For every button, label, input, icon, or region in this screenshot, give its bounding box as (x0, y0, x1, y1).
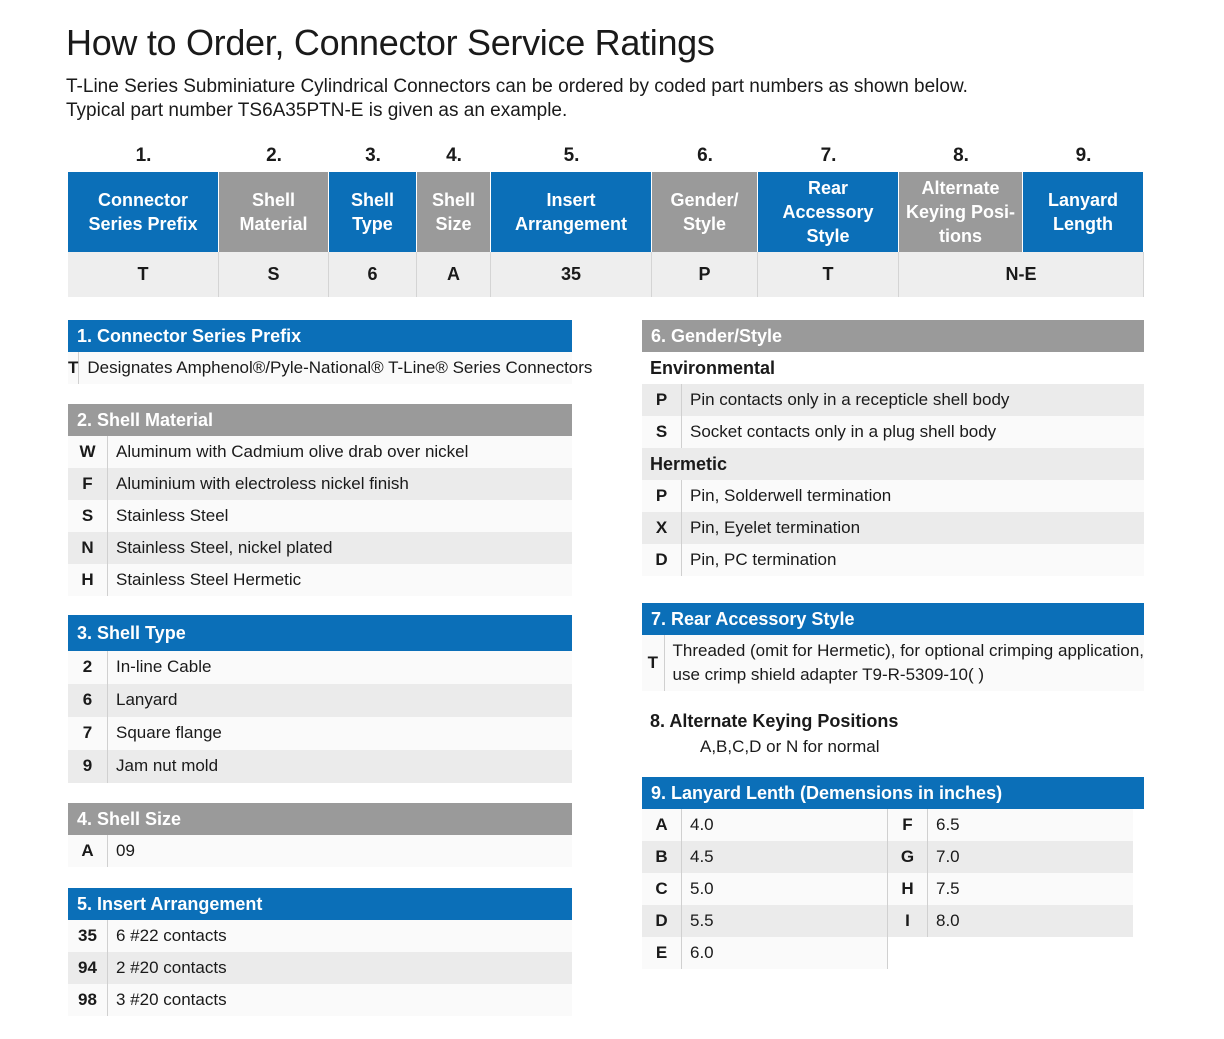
row-description: 4.5 (690, 847, 714, 866)
table-row (642, 544, 1144, 576)
column-header-line: Style (806, 226, 850, 246)
row-code: E (642, 937, 682, 969)
row-code: I (888, 905, 928, 937)
row-code: P (642, 480, 682, 512)
table-row (642, 873, 887, 905)
step-number: 6. (697, 145, 713, 166)
example-value: 6 (329, 252, 417, 297)
intro-line-1: T-Line Series Subminiature Cylindrical Connectors can be ordered by coded part numbers as shown below. (66, 76, 968, 97)
row-description: 8.0 (936, 911, 960, 930)
section-title: 9. Lanyard Lenth (Demensions in inches) (642, 777, 1144, 809)
section-rows (68, 436, 572, 596)
section-insert-arrangement (68, 888, 572, 1016)
intro-text (66, 75, 968, 123)
step-number: 8. (953, 145, 969, 166)
column-header-line: Shell (431, 190, 475, 210)
row-description: 6 #22 contacts (116, 926, 227, 945)
table-row (642, 905, 887, 937)
table-row (68, 532, 572, 564)
page-title: How to Order, Connector Service Ratings (66, 22, 715, 63)
row-code: 9 (68, 750, 108, 783)
column-header-line: Type (352, 214, 393, 234)
row-description-line-1: Threaded (omit for Hermetic), for optional crimping application, (672, 641, 1144, 660)
table-row (888, 809, 1133, 841)
section-shell-type (68, 615, 572, 783)
section-rows (68, 920, 572, 1016)
row-description-line-2: use crimp shield adapter T9-R-5309-10( ) (672, 665, 985, 684)
part-number-example-values (68, 252, 1144, 297)
row-description: Pin, PC termination (690, 550, 837, 569)
column-header-line: Arrangement (514, 214, 628, 234)
step-number: 7. (820, 145, 837, 166)
row-description: Jam nut mold (116, 756, 219, 775)
row-description: Socket contacts only in a plug shell body (690, 422, 997, 441)
row-description: 6.0 (690, 943, 714, 962)
row-description: 5.5 (690, 911, 714, 930)
column-header (758, 172, 899, 252)
row-code: H (888, 873, 928, 905)
section-shell-size (68, 803, 572, 867)
section-title: 1. Connector Series Prefix (68, 320, 572, 352)
lanyard-left-column (642, 809, 888, 969)
column-header-line: Style (682, 214, 727, 234)
table-row (68, 835, 572, 867)
table-row (888, 905, 1133, 937)
column-header-line: tions (939, 226, 982, 246)
row-code: S (68, 500, 108, 532)
row-description: 3 #20 contacts (116, 990, 227, 1009)
row-code: 7 (68, 717, 108, 750)
section-title: 7. Rear Accessory Style (642, 603, 1144, 635)
column-header-line: Material (239, 214, 308, 234)
section-title: 2. Shell Material (68, 404, 572, 436)
example-value: T (758, 252, 899, 297)
row-description: 7.0 (936, 847, 960, 866)
column-header-line: Lanyard (1047, 190, 1119, 210)
row-description: Stainless Steel Hermetic (116, 570, 302, 589)
row-description: Aluminum with Cadmium olive drab over nickel (116, 442, 469, 461)
column-header-line: Alternate (921, 178, 1000, 198)
table-row (642, 841, 887, 873)
row-code: A (68, 835, 108, 867)
row-code: A (642, 809, 682, 841)
column-header (899, 172, 1023, 252)
example-value: A (417, 252, 491, 297)
section-rear-accessory-style (642, 603, 1144, 691)
column-header (219, 172, 329, 252)
column-header-line: Shell (251, 190, 295, 210)
column-header-line: Shell (350, 190, 394, 210)
example-value: 35 (491, 252, 652, 297)
row-code: H (68, 564, 108, 596)
table-row (642, 480, 1144, 512)
step-number: 1. (135, 145, 152, 166)
table-row (642, 635, 1144, 691)
row-code: W (68, 436, 108, 468)
example-value: S (219, 252, 329, 297)
table-row (888, 873, 1133, 905)
table-row (642, 512, 1144, 544)
row-code: F (888, 809, 928, 841)
row-description: Stainless Steel, nickel plated (116, 538, 333, 557)
row-code: C (642, 873, 682, 905)
section-shell-material (68, 404, 572, 596)
row-code: 35 (68, 920, 108, 952)
table-row (68, 684, 572, 717)
column-header (329, 172, 417, 252)
row-description: Stainless Steel (116, 506, 229, 525)
section-rows (68, 352, 593, 384)
section-lanyard-length (642, 777, 1144, 969)
hermetic-rows (642, 480, 1144, 576)
row-code: B (642, 841, 682, 873)
table-row (68, 984, 572, 1016)
row-code: G (888, 841, 928, 873)
row-description: Aluminium with electroless nickel finish (116, 474, 409, 493)
row-description: 4.0 (690, 815, 714, 834)
row-code: F (68, 468, 108, 500)
table-row (68, 564, 572, 596)
row-code: S (642, 416, 682, 448)
table-row (642, 416, 1144, 448)
table-row (68, 920, 572, 952)
table-row (642, 809, 887, 841)
row-description: Pin, Eyelet termination (690, 518, 861, 537)
part-number-table (68, 140, 1144, 297)
keying-positions-title: 8. Alternate Keying Positions (650, 711, 899, 731)
column-header-line: Rear (807, 178, 848, 198)
column-header-line: Length (1053, 214, 1113, 234)
section-connector-series-prefix (68, 320, 593, 384)
table-row (68, 952, 572, 984)
row-code: 2 (68, 651, 108, 684)
row-code: T (68, 352, 79, 384)
section-title: 3. Shell Type (68, 615, 572, 651)
row-code: P (642, 384, 682, 416)
row-code: D (642, 544, 682, 576)
section-rows (68, 835, 572, 867)
environmental-rows (642, 384, 1144, 448)
example-value: P (652, 252, 758, 297)
table-row (642, 937, 887, 969)
column-header (1023, 172, 1144, 252)
table-row (68, 352, 593, 384)
row-description: Square flange (116, 723, 222, 742)
table-row (68, 436, 572, 468)
row-description (665, 635, 1144, 691)
keying-positions-text: A,B,C,D or N for normal (700, 737, 880, 756)
column-header-line: Connector (97, 190, 188, 210)
row-code: D (642, 905, 682, 937)
section-title: 5. Insert Arrangement (68, 888, 572, 920)
lanyard-right-column (888, 809, 1133, 969)
row-description: Pin contacts only in a recepticle shell body (690, 390, 1010, 409)
row-code: 98 (68, 984, 108, 1016)
table-row (68, 717, 572, 750)
row-description: 6.5 (936, 815, 960, 834)
column-header (417, 172, 491, 252)
row-code: X (642, 512, 682, 544)
column-header (652, 172, 758, 252)
step-number: 9. (1075, 145, 1092, 166)
table-row (68, 651, 572, 684)
section-title: 4. Shell Size (68, 803, 572, 835)
row-code: 6 (68, 684, 108, 717)
column-header (491, 172, 652, 252)
column-header-line: Gender/ (670, 190, 739, 210)
row-description: 2 #20 contacts (116, 958, 227, 977)
section-rows (68, 651, 572, 783)
row-description: In-line Cable (116, 657, 212, 676)
row-description: 09 (116, 841, 135, 860)
environmental-label: Environmental (650, 358, 776, 378)
column-header (68, 172, 219, 252)
table-row (642, 384, 1144, 416)
section-gender-style (642, 320, 1144, 576)
row-description: Designates Amphenol®/Pyle-National® T-Line® Series Connectors (87, 358, 593, 377)
part-number-step-numbers (68, 140, 1144, 172)
row-description: Lanyard (116, 690, 178, 709)
column-header-line: Series Prefix (88, 214, 198, 234)
step-number: 4. (446, 145, 462, 166)
row-code: N (68, 532, 108, 564)
column-header-line: Insert (546, 190, 596, 210)
part-number-headers (68, 172, 1144, 252)
table-row (68, 750, 572, 783)
table-row (68, 500, 572, 532)
row-code: T (642, 635, 665, 691)
example-value: N-E (899, 252, 1144, 297)
column-header-line: Size (435, 214, 472, 234)
section-title: 6. Gender/Style (642, 320, 1144, 352)
step-number: 2. (266, 145, 282, 166)
hermetic-label: Hermetic (642, 448, 1144, 480)
table-row (68, 468, 572, 500)
lanyard-grid (642, 809, 1144, 969)
step-number: 5. (563, 145, 580, 166)
row-code: 94 (68, 952, 108, 984)
step-number: 3. (365, 145, 381, 166)
table-row (888, 841, 1133, 873)
column-header-line: Accessory (782, 202, 874, 222)
intro-line-2: Typical part number TS6A35PTN-E is given as an example. (66, 100, 568, 121)
row-description: Pin, Solderwell termination (690, 486, 892, 505)
row-description: 7.5 (936, 879, 960, 898)
row-description: 5.0 (690, 879, 714, 898)
example-value: T (68, 252, 219, 297)
column-header-line: Keying Posi- (905, 202, 1016, 222)
